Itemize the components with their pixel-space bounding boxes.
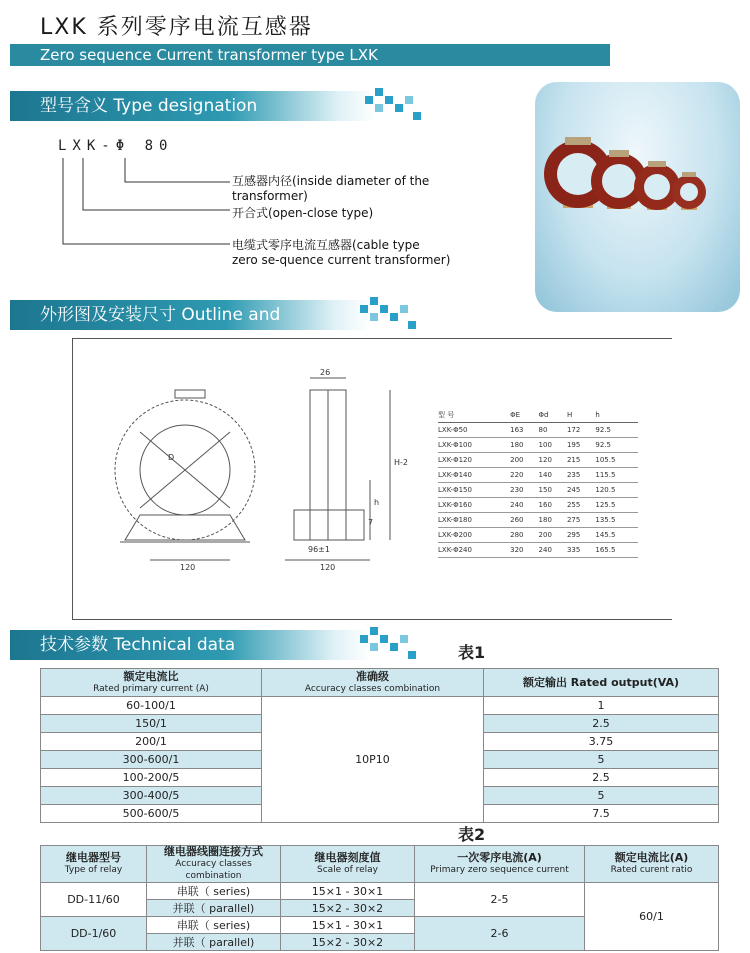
t1-output-cell: 3.75 bbox=[484, 733, 719, 751]
t1-header-accuracy: 准确级 Accuracy classes combination bbox=[262, 669, 484, 697]
dim-120-front: 120 bbox=[180, 563, 196, 572]
dim-table-cell: 320 bbox=[510, 543, 538, 558]
dim-table-row bbox=[438, 513, 638, 528]
t2-relay2: DD-1/60 bbox=[41, 917, 147, 951]
t1-current-cell: 150/1 bbox=[41, 715, 262, 733]
t1-header-current: 额定电流比 Rated primary current (A) bbox=[41, 669, 262, 697]
dim-96: 96±1 bbox=[308, 545, 330, 554]
dim-table-cell: 92.5 bbox=[595, 423, 638, 438]
dim-table-cell: 275 bbox=[567, 513, 595, 528]
transformer-rings-image bbox=[535, 82, 740, 312]
dim-26: 26 bbox=[320, 368, 331, 377]
dim-table-cell: 230 bbox=[510, 483, 538, 498]
table1-row bbox=[41, 697, 719, 715]
dim-table-cell: 180 bbox=[510, 438, 538, 453]
dim-table-cell: 172 bbox=[567, 423, 595, 438]
t2-scale-4: 15×2 - 30×2 bbox=[281, 934, 415, 951]
dim-table-row bbox=[438, 468, 638, 483]
t2-header-connection: 继电器线圈连接方式 Accuracy classes combination bbox=[147, 846, 281, 883]
t2-conn-parallel-1: 并联（ parallel) bbox=[147, 900, 281, 917]
dim-table-cell: LXK-Φ50 bbox=[438, 423, 510, 438]
t2-header-scale: 继电器刻度值 Scale of relay bbox=[281, 846, 415, 883]
dim-table-cell: LXK-Φ240 bbox=[438, 543, 510, 558]
t1-accuracy-cell: 10P10 bbox=[262, 697, 484, 823]
designation-item-openclose: 开合式(open-close type) bbox=[232, 206, 374, 220]
product-photo bbox=[535, 82, 740, 312]
t1-output-cell: 7.5 bbox=[484, 805, 719, 823]
dim-table-cell: 115.5 bbox=[595, 468, 638, 483]
t2-conn-series-1: 串联（ series) bbox=[147, 883, 281, 900]
dim-table-header: ΦE bbox=[510, 408, 538, 423]
dim-table-cell: 163 bbox=[510, 423, 538, 438]
dim-table-cell: 150 bbox=[539, 483, 567, 498]
dim-table-cell: LXK-Φ100 bbox=[438, 438, 510, 453]
dim-table-cell: 135.5 bbox=[595, 513, 638, 528]
t2-primary-2: 2-6 bbox=[415, 917, 585, 951]
t2-header-ratio: 额定电流比(A) Rated curent ratio bbox=[585, 846, 719, 883]
dim-h2: H-2 bbox=[394, 458, 408, 467]
dim-d: D bbox=[168, 453, 175, 462]
dim-table-cell: LXK-Φ150 bbox=[438, 483, 510, 498]
dim-table-cell: 240 bbox=[510, 498, 538, 513]
t2-header-primary: 一次零序电流(A) Primary zero sequence current bbox=[415, 846, 585, 883]
t2-relay1: DD-11/60 bbox=[41, 883, 147, 917]
t1-current-cell: 60-100/1 bbox=[41, 697, 262, 715]
table1 bbox=[40, 668, 719, 823]
t2-conn-series-2: 串联（ series) bbox=[147, 917, 281, 934]
t1-current-cell: 300-600/1 bbox=[41, 751, 262, 769]
decor-squares-icon bbox=[365, 88, 421, 122]
dim-table-cell: 195 bbox=[567, 438, 595, 453]
dim-table-header: H bbox=[567, 408, 595, 423]
dim-table-cell: 105.5 bbox=[595, 453, 638, 468]
dim-h: h bbox=[374, 498, 380, 507]
dim-table-row bbox=[438, 483, 638, 498]
dim-table-cell: LXK-Φ140 bbox=[438, 468, 510, 483]
dim-table-cell: 235 bbox=[567, 468, 595, 483]
dim-table-cell: LXK-Φ180 bbox=[438, 513, 510, 528]
t2-scale-2: 15×2 - 30×2 bbox=[281, 900, 415, 917]
dim-table-cell: 180 bbox=[539, 513, 567, 528]
dim-table-row bbox=[438, 453, 638, 468]
dim-table-header: Φd bbox=[539, 408, 567, 423]
dim-table-cell: 220 bbox=[510, 468, 538, 483]
subtitle-band: Zero sequence Current transformer type LXK bbox=[10, 44, 610, 66]
t2-primary-1: 2-5 bbox=[415, 883, 585, 917]
t1-current-cell: 100-200/5 bbox=[41, 769, 262, 787]
dim-table-header: 型 号 bbox=[438, 408, 510, 423]
dim-table-cell: 92.5 bbox=[595, 438, 638, 453]
dim-table-row bbox=[438, 498, 638, 513]
dim-table-cell: 200 bbox=[510, 453, 538, 468]
dim-table-cell: 165.5 bbox=[595, 543, 638, 558]
dim-table-cell: 100 bbox=[539, 438, 567, 453]
dim-table-cell: 160 bbox=[539, 498, 567, 513]
dim-120-side: 120 bbox=[320, 563, 336, 572]
dim-table-cell: LXK-Φ160 bbox=[438, 498, 510, 513]
dim-table-cell: LXK-Φ200 bbox=[438, 528, 510, 543]
t2-conn-parallel-2: 并联（ parallel) bbox=[147, 934, 281, 951]
t1-current-cell: 300-400/5 bbox=[41, 787, 262, 805]
table2 bbox=[40, 845, 719, 951]
t2-ratio: 60/1 bbox=[585, 883, 719, 951]
designation-leader-lines bbox=[55, 150, 235, 250]
dimension-table bbox=[438, 408, 638, 558]
t2-scale-1: 15×1 - 30×1 bbox=[281, 883, 415, 900]
dim-table-row bbox=[438, 528, 638, 543]
dim-table-cell: 140 bbox=[539, 468, 567, 483]
type-code: LXK-Φ 80 bbox=[58, 138, 174, 154]
dim-table-header: h bbox=[595, 408, 638, 423]
section-header-designation: 型号含义 Type designation bbox=[10, 91, 375, 121]
t2-header-relay: 继电器型号 Type of relay bbox=[41, 846, 147, 883]
dim-table-cell: 260 bbox=[510, 513, 538, 528]
t1-header-output: 额定输出 Rated output(VA) bbox=[484, 669, 719, 697]
dim-table-cell: 80 bbox=[539, 423, 567, 438]
dim-table-cell: 240 bbox=[539, 543, 567, 558]
t1-output-cell: 5 bbox=[484, 787, 719, 805]
dim-table-cell: 295 bbox=[567, 528, 595, 543]
dim-table-cell: 125.5 bbox=[595, 498, 638, 513]
dim-table-cell: 120 bbox=[539, 453, 567, 468]
dim-7: 7 bbox=[368, 518, 374, 527]
dim-table-cell: 145.5 bbox=[595, 528, 638, 543]
dim-table-cell: LXK-Φ120 bbox=[438, 453, 510, 468]
table2-label: 表2 bbox=[458, 825, 486, 844]
dim-table-row bbox=[438, 543, 638, 558]
t1-output-cell: 2.5 bbox=[484, 769, 719, 787]
dim-table-cell: 245 bbox=[567, 483, 595, 498]
t1-output-cell: 2.5 bbox=[484, 715, 719, 733]
dim-table-cell: 280 bbox=[510, 528, 538, 543]
table1-label: 表1 bbox=[458, 643, 486, 662]
dim-table-cell: 120.5 bbox=[595, 483, 638, 498]
dim-table-cell: 255 bbox=[567, 498, 595, 513]
dim-table-row bbox=[438, 438, 638, 453]
t1-current-cell: 500-600/5 bbox=[41, 805, 262, 823]
dim-table-cell: 200 bbox=[539, 528, 567, 543]
section-header-outline: 外形图及安装尺寸 Outline and dimensions bbox=[10, 300, 370, 330]
decor-squares-icon bbox=[360, 627, 416, 661]
t1-output-cell: 5 bbox=[484, 751, 719, 769]
outline-drawing bbox=[80, 360, 440, 590]
dim-table-cell: 335 bbox=[567, 543, 595, 558]
t2-scale-3: 15×1 - 30×1 bbox=[281, 917, 415, 934]
t1-current-cell: 200/1 bbox=[41, 733, 262, 751]
designation-item-diameter: 互感器内径(inside diameter of the transformer) bbox=[232, 174, 430, 203]
t1-output-cell: 1 bbox=[484, 697, 719, 715]
section-header-technical: 技术参数 Technical data bbox=[10, 630, 370, 660]
page-title: LXK 系列零序电流互感器 bbox=[40, 15, 313, 40]
decor-squares-icon bbox=[360, 297, 416, 331]
dim-table-cell: 215 bbox=[567, 453, 595, 468]
designation-item-cable: 电缆式零序电流互感器(cable type zero se-quence current transformer) bbox=[232, 238, 451, 267]
dim-table-row bbox=[438, 423, 638, 438]
